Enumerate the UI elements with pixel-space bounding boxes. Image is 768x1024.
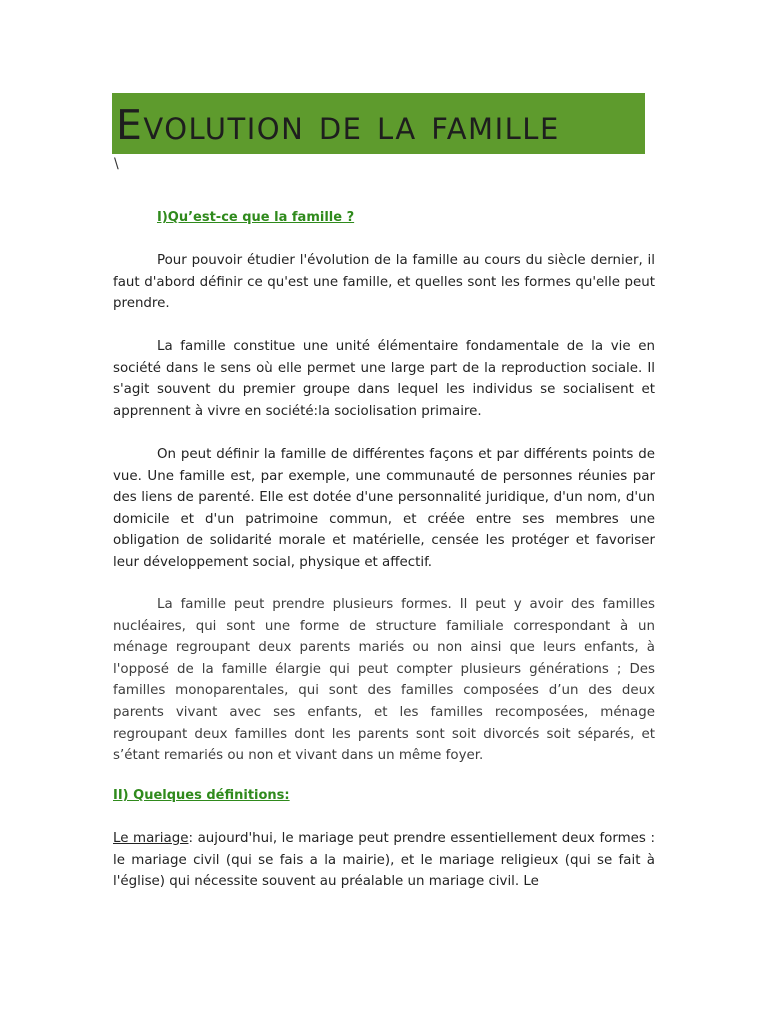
section-heading-1: I)Qu’est-ce que la famille ?	[157, 210, 355, 225]
stray-backslash: \	[114, 156, 119, 172]
paragraph-2: La famille constitue une unité élémentaire fondamentale de la vie en société dans le sens où elle permet une large part de la reproduction sociale. Il s'agit souvent du premier groupe dans lequel les individus se socialisent et apprennent à vivre en société:la sociolisation primaire.	[113, 339, 655, 419]
definition-mariage	[113, 828, 655, 893]
paragraph-3: On peut définir la famille de différentes façons et par différents points de vue. Une famille est, par exemple, une communauté de personnes réunies par des liens de parenté. Elle est dotée d'une personnalité juridique, d'un nom, d'un domicile et d'un patrimoine commun, et créée entre ses membres une obligation de solidarité morale et matérielle, censée les protéger et favoriser leur développement social, physique et affectif.	[113, 447, 655, 570]
term-mariage: Le mariage	[113, 831, 189, 846]
paragraph-1: Pour pouvoir étudier l'évolution de la famille au cours du siècle dernier, il faut d'abord définir ce qu'est une famille, et quelles sont les formes qu'elle peut prendre.	[113, 253, 655, 312]
section-heading-2: II) Quelques définitions:	[113, 788, 290, 803]
paragraph-4: La famille peut prendre plusieurs formes. Il peut y avoir des familles nucléaires, qui sont une forme de structure familiale correspondant à un ménage regroupant deux parents mariés ou non ainsi que leurs enfants, à l'opposé de la famille élargie qui peut compter plusieurs générations ; Des familles monoparentales, qui sont des familles composées d’un des deux parents vivant avec ses enfants, et les familles recomposées, ménage regroupant deux familles dont les parents sont soit divorcés soit séparés, et s’étant remariés ou non et vivant dans un même foyer.	[113, 597, 655, 764]
page-title: Evolution de la famille	[116, 101, 560, 149]
title-banner	[112, 93, 645, 154]
definition-text: : aujourd'hui, le mariage peut prendre essentiellement deux formes : le mariage civil (qui se fais a la mairie), et le mariage religieux (qui se fait à l'église) qui nécessite souvent au préalable un mariage civil. Le	[113, 831, 655, 890]
